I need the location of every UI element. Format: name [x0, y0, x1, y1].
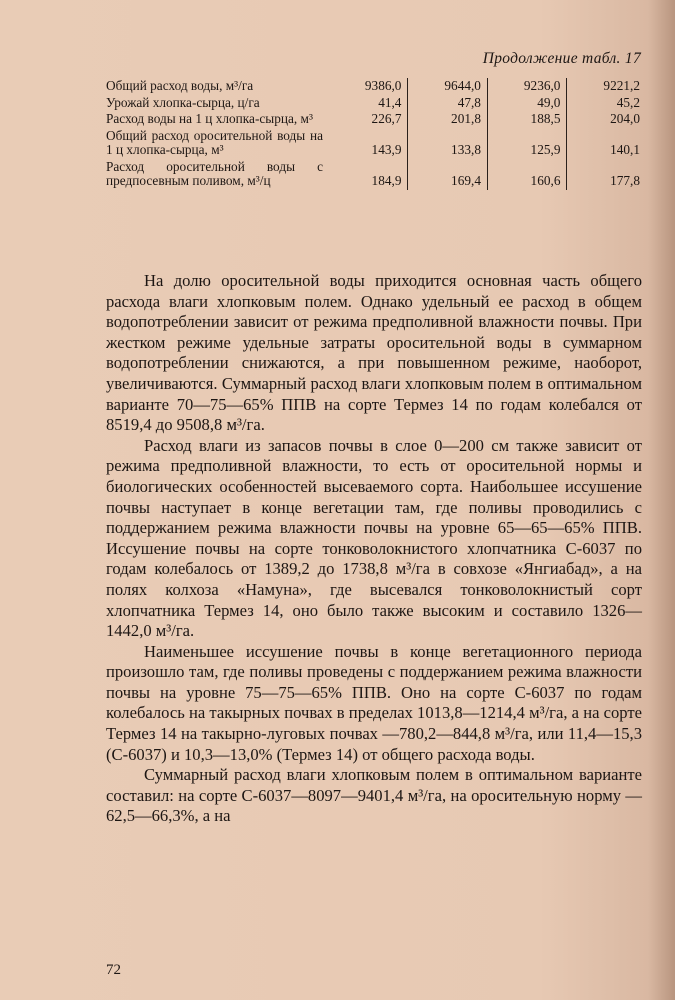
table-cell: 9644,0 [408, 78, 488, 95]
table-cell: 9221,2 [603, 78, 640, 93]
table-cell: 140,1 [610, 142, 640, 157]
table-cell: 133,8 [408, 128, 488, 159]
table-cell: 177,8 [610, 173, 640, 188]
table-cell: 169,4 [408, 159, 488, 190]
data-table [106, 78, 646, 190]
table-cell: 226,7 [329, 111, 408, 128]
table-cell: 9236,0 [487, 78, 567, 95]
table-cell: 204,0 [610, 111, 640, 126]
table-cell: 47,8 [408, 95, 488, 112]
paragraph: На долю оросительной воды приходится основная часть общего расхода влаги хлопковым полем. Однако удельный ее расход в общем водопотреблении зависит от режима предполивной влажности почвы. При жестком режиме удельные затраты оросительной воды в суммарном водопотреблении снижаются, а при повышенном режиме, наоборот, увеличиваются. Суммарный расход влаги хлопковым полем в оптимальном варианте 70—75—65% ППВ на сорте Термез 14 по годам колебался от 8519,4 до 9508,8 м³/га. [106, 271, 642, 435]
table-row [106, 159, 646, 190]
table-cell: 160,6 [487, 159, 567, 190]
table-row [106, 95, 646, 112]
row-label: Расход воды на 1 ц хлопка-сырца, м³ [106, 111, 313, 126]
table-cell: 41,4 [329, 95, 408, 112]
page-number: 72 [106, 962, 121, 978]
table-cell: 201,8 [408, 111, 488, 128]
table-row [106, 128, 646, 159]
paragraph: Суммарный расход влаги хлопковым полем в оптимальном варианте составил: на сорте С-6037—8097—9401,4 м³/га, на оросительную норму —62,5—66,3%, а на [106, 765, 642, 826]
row-label: Расход оросительной воды с предпосевным поливом, м³/ц [106, 158, 323, 188]
table-cell: 49,0 [487, 95, 567, 112]
table-cell: 188,5 [487, 111, 567, 128]
row-label: Общий расход воды, м³/га [106, 78, 254, 93]
table-cell: 184,9 [329, 159, 408, 190]
table-row [106, 78, 646, 95]
paragraph: Наименьшее иссушение почвы в конце вегетационного периода произошло там, где поливы проведены с поддержанием режима влажности почвы на уровне 75—75—65% ППВ. Оно на сорте С-6037 по годам колебалось на такырных почвах в пределах 1013,8—1214,4 м³/га, а на сорте Термез 14 на такырно-луговых почвах —780,2—844,8 м³/га, или 11,4—15,3 (С-6037) и 10,3—13,0% (Термез 14) от общего расхода воды. [106, 641, 642, 764]
body-text [106, 271, 642, 827]
row-label: Урожай хлопка-сырца, ц/га [106, 94, 260, 110]
table-cell: 143,9 [329, 128, 408, 159]
table-continuation-caption: Продолжение табл. 17 [482, 50, 641, 67]
table-cell: 45,2 [616, 94, 640, 110]
table-cell: 9386,0 [329, 78, 408, 95]
table-cell: 125,9 [487, 128, 567, 159]
paragraph: Расход влаги из запасов почвы в слое 0—200 см также зависит от режима предполивной влажности, то есть от оросительной нормы и биологических особенностей высеваемого сорта. Наибольшее иссушение почвы наступает в конце вегетации там, где поливы проводились с поддержанием режима влажности почвы на уровне 65—65—65% ППВ. Иссушение почвы на сорте тонковолокнистого хлопчатника С-6037 по годам колебалось от 1389,2 до 1738,8 м³/га в совхозе «Янгиабад», а на полях колхоза «Намуна», где высевался тонковолокнистый сорт хлопчатника Термез 14, оно было также высоким и составило 1326—1442,0 м³/га. [106, 435, 642, 641]
table-row [106, 111, 646, 128]
row-label: Общий расход оросительной воды на 1 ц хлопка-сырца, м³ [106, 127, 323, 157]
